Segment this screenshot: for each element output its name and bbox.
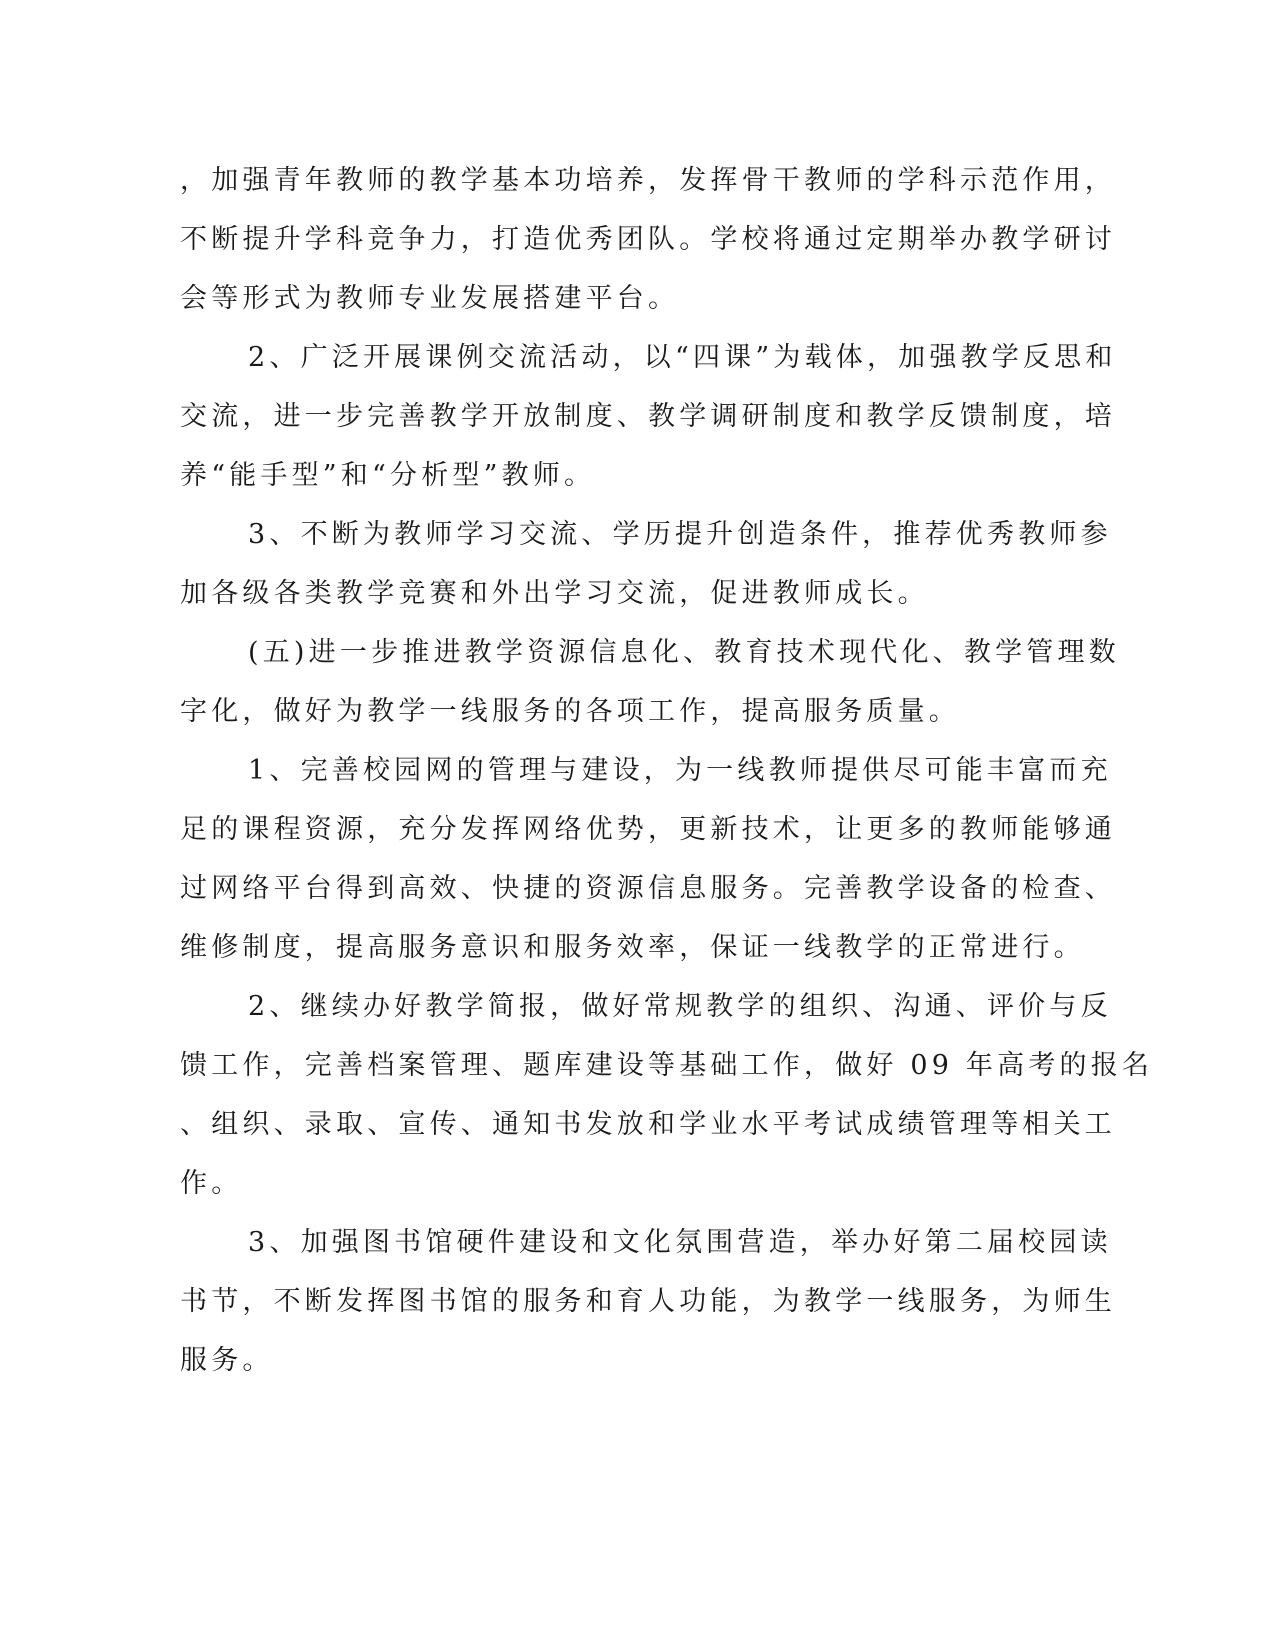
text-line: 馈工作，完善档案管理、题库建设等基础工作，做好 09 年高考的报名 — [180, 1050, 1154, 1081]
text-line: 不断提升学科竞争力，打造优秀团队。学校将通过定期举办教学研讨 — [180, 224, 1116, 255]
text-line: 服务。 — [180, 1345, 274, 1376]
section-heading: (五)进一步推进教学资源信息化、教育技术现代化、教学管理数 — [248, 637, 1120, 668]
text-line: 字化，做好为教学一线服务的各项工作，提高服务质量。 — [180, 696, 960, 727]
text-line: 会等形式为教师专业发展搭建平台。 — [180, 283, 680, 314]
text-line: 书节，不断发挥图书馆的服务和育人功能，为教学一线服务，为师生 — [180, 1286, 1116, 1317]
text-line: 2、继续办好教学简报，做好常规教学的组织、沟通、评价与反 — [248, 991, 1112, 1022]
text-line: 加各级各类教学竞赛和外出学习交流，促进教师成长。 — [180, 578, 929, 609]
text-line: 交流，进一步完善教学开放制度、教学调研制度和教学反馈制度，培 — [180, 401, 1116, 432]
text-line: 养“能手型”和“分析型”教师。 — [180, 460, 596, 491]
text-line: 3、不断为教师学习交流、学历提升创造条件，推荐优秀教师参 — [248, 519, 1112, 550]
text-line: 维修制度，提高服务意识和服务效率，保证一线教学的正常进行。 — [180, 932, 1085, 963]
text-line: 作。 — [180, 1168, 243, 1199]
text-line: 2、广泛开展课例交流活动，以“四课”为载体，加强教学反思和 — [248, 342, 1117, 373]
text-line: ，加强青年教师的教学基本功培养，发挥骨干教师的学科示范作用， — [180, 165, 1116, 196]
text-line: 3、加强图书馆硬件建设和文化氛围营造，举办好第二届校园读 — [248, 1227, 1112, 1258]
text-line: 、组织、录取、宣传、通知书发放和学业水平考试成绩管理等相关工 — [180, 1109, 1116, 1140]
text-line: 足的课程资源，充分发挥网络优势，更新技术，让更多的教师能够通 — [180, 814, 1116, 845]
text-line: 过网络平台得到高效、快捷的资源信息服务。完善教学设备的检查、 — [180, 873, 1116, 904]
text-line: 1、完善校园网的管理与建设，为一线教师提供尽可能丰富而充 — [248, 755, 1112, 786]
